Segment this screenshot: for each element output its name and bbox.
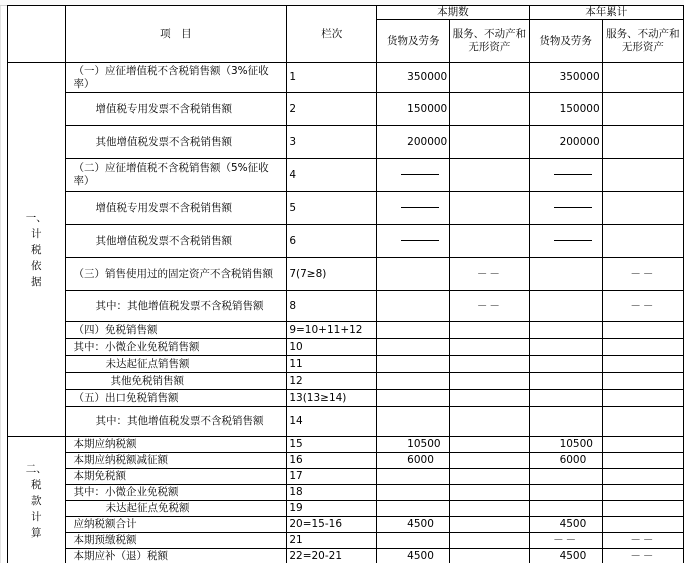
row-code: 3: [287, 126, 377, 159]
header-row-1: [8, 6, 684, 20]
services-header: 服务、不动产和无形资产: [450, 20, 529, 63]
cell-ytd-services[interactable]: －－: [602, 258, 683, 291]
row-label: （五）出口免税销售额: [65, 390, 287, 407]
not-applicable-line: [401, 240, 439, 241]
row-label: （一）应征增值税不含税销售额（3%征收率）: [65, 63, 287, 93]
row-label: 本期应纳税额: [65, 437, 287, 453]
cell-ytd-goods[interactable]: 4500: [529, 517, 602, 533]
table-row: [8, 291, 684, 322]
cell-ytd-services[interactable]: －－: [602, 291, 683, 322]
cell-services[interactable]: [450, 549, 529, 563]
cell-services[interactable]: [450, 469, 529, 485]
cell-ytd-services[interactable]: [602, 437, 683, 453]
row-code: 7(7≥8): [287, 258, 377, 291]
cell-services[interactable]: [450, 225, 529, 258]
cell-goods[interactable]: [377, 356, 450, 373]
table-row: [8, 93, 684, 126]
cell-ytd-services[interactable]: [602, 501, 683, 517]
row-code: 9=10+11+12: [287, 322, 377, 339]
row-code: 11: [287, 356, 377, 373]
row-label: 未达起征点销售额: [65, 356, 287, 373]
cell-goods[interactable]: 4500: [377, 517, 450, 533]
cell-goods[interactable]: [377, 373, 450, 390]
row-label: 其中：小微企业免税销售额: [65, 339, 287, 356]
row-code: 16: [287, 453, 377, 469]
cell-services[interactable]: [450, 356, 529, 373]
row-label: 增值税专用发票不含税销售额: [65, 192, 287, 225]
cell-ytd-goods[interactable]: [529, 501, 602, 517]
table-row: [8, 258, 684, 291]
table-row: [8, 322, 684, 339]
cell-ytd-goods[interactable]: [529, 258, 602, 291]
cell-ytd-services[interactable]: [602, 322, 683, 339]
cell-goods[interactable]: [377, 322, 450, 339]
cell-ytd-services[interactable]: [602, 469, 683, 485]
cell-goods[interactable]: [377, 291, 450, 322]
cell-goods[interactable]: [377, 258, 450, 291]
line-header: 栏次: [287, 6, 377, 63]
cell-ytd-goods[interactable]: [529, 356, 602, 373]
row-label: （四）免税销售额: [65, 322, 287, 339]
table-row: [8, 192, 684, 225]
row-code: 8: [287, 291, 377, 322]
cell-services[interactable]: [450, 63, 529, 93]
cell-services[interactable]: [450, 159, 529, 192]
table-row: [8, 63, 684, 93]
row-label: 本期免税额: [65, 469, 287, 485]
row-code: 22=20-21: [287, 549, 377, 563]
cell-services[interactable]: －－: [450, 258, 529, 291]
cell-goods[interactable]: [377, 407, 450, 437]
cell-goods[interactable]: [377, 533, 450, 549]
cell-ytd-goods[interactable]: 4500: [529, 549, 602, 563]
cell-ytd-goods[interactable]: [529, 373, 602, 390]
table-row: [8, 159, 684, 192]
ytd-goods-header: 货物及劳务: [529, 20, 602, 63]
row-label: 其中：其他增值税发票不含税销售额: [65, 407, 287, 437]
cell-ytd-services[interactable]: [602, 356, 683, 373]
row-code: 17: [287, 469, 377, 485]
cell-ytd-services[interactable]: －－: [602, 533, 683, 549]
cell-ytd-goods[interactable]: [529, 322, 602, 339]
cell-ytd-goods[interactable]: [529, 339, 602, 356]
ytd-header: 本年累计: [529, 6, 683, 20]
cell-goods[interactable]: [377, 390, 450, 407]
cell-services[interactable]: [450, 322, 529, 339]
row-label: （二）应征增值税不含税销售额（5%征收率）: [65, 159, 287, 192]
cell-ytd-goods[interactable]: 150000: [529, 93, 602, 126]
table-row: [8, 407, 684, 437]
table-row: [8, 501, 684, 517]
row-label: 其他免税销售额: [65, 373, 287, 390]
row-code: 20=15-16: [287, 517, 377, 533]
cell-ytd-goods[interactable]: [529, 291, 602, 322]
row-label: 未达起征点免税额: [65, 501, 287, 517]
cell-ytd-services[interactable]: [602, 192, 683, 225]
not-applicable-line: [554, 207, 592, 208]
row-code: 10: [287, 339, 377, 356]
cell-services[interactable]: [450, 373, 529, 390]
group-label-basis: 一、 计 税 依 据: [8, 63, 66, 437]
cell-ytd-services[interactable]: [602, 407, 683, 437]
group-label-calc: 二、 税 款 计 算: [8, 437, 66, 563]
row-label: 增值税专用发票不含税销售额: [65, 93, 287, 126]
table-row: [8, 225, 684, 258]
cell-services[interactable]: [450, 390, 529, 407]
cell-ytd-services[interactable]: －－: [602, 549, 683, 563]
cell-ytd-goods[interactable]: 6000: [529, 453, 602, 469]
cell-ytd-goods[interactable]: [529, 485, 602, 501]
row-code: 6: [287, 225, 377, 258]
cell-ytd-goods[interactable]: 350000: [529, 63, 602, 93]
cell-ytd-services[interactable]: [602, 517, 683, 533]
table-row: [8, 517, 684, 533]
not-applicable-line: [554, 174, 592, 175]
table-row: [8, 356, 684, 373]
table-row: [8, 373, 684, 390]
item-header: 项 目: [65, 6, 287, 63]
cell-services[interactable]: [450, 517, 529, 533]
cell-services[interactable]: [450, 533, 529, 549]
cell-ytd-services[interactable]: [602, 339, 683, 356]
cell-goods[interactable]: 4500: [377, 549, 450, 563]
row-label: 本期预缴税额: [65, 533, 287, 549]
cell-ytd-goods[interactable]: [529, 390, 602, 407]
cell-ytd-goods[interactable]: [529, 192, 602, 225]
not-applicable-line: [554, 240, 592, 241]
row-code: 19: [287, 501, 377, 517]
cell-goods[interactable]: 6000: [377, 453, 450, 469]
cell-goods[interactable]: [377, 159, 450, 192]
row-code: 21: [287, 533, 377, 549]
table-row: [8, 469, 684, 485]
cell-goods[interactable]: 150000: [377, 93, 450, 126]
cell-services[interactable]: [450, 339, 529, 356]
cell-goods[interactable]: [377, 192, 450, 225]
vat-return-table: [7, 5, 684, 563]
cell-services[interactable]: [450, 453, 529, 469]
cell-ytd-services[interactable]: [602, 373, 683, 390]
cell-ytd-goods[interactable]: [529, 407, 602, 437]
cell-goods[interactable]: [377, 501, 450, 517]
cell-ytd-goods[interactable]: [529, 469, 602, 485]
table-row: [8, 437, 684, 453]
row-code: 18: [287, 485, 377, 501]
row-label: 应纳税额合计: [65, 517, 287, 533]
row-code: 14: [287, 407, 377, 437]
row-label: 其他增值税发票不含税销售额: [65, 126, 287, 159]
table-row: [8, 126, 684, 159]
cell-ytd-services[interactable]: [602, 93, 683, 126]
row-code: 1: [287, 63, 377, 93]
table-row: [8, 533, 684, 549]
current-period-header: 本期数: [377, 6, 529, 20]
table-row: [8, 390, 684, 407]
cell-services[interactable]: [450, 192, 529, 225]
cell-goods[interactable]: 200000: [377, 126, 450, 159]
not-applicable-line: [401, 174, 439, 175]
table-row: [8, 549, 684, 563]
cell-ytd-goods[interactable]: 10500: [529, 437, 602, 453]
cell-goods[interactable]: [377, 339, 450, 356]
cell-ytd-services[interactable]: [602, 485, 683, 501]
cell-goods[interactable]: [377, 469, 450, 485]
cell-services[interactable]: －－: [450, 291, 529, 322]
row-label: 本期应补（退）税额: [65, 549, 287, 563]
row-label: 其中：其他增值税发票不含税销售额: [65, 291, 287, 322]
cell-services[interactable]: [450, 485, 529, 501]
row-code: 4: [287, 159, 377, 192]
cell-ytd-goods[interactable]: [529, 225, 602, 258]
not-applicable-line: [401, 207, 439, 208]
cell-ytd-services[interactable]: [602, 453, 683, 469]
row-label: 其他增值税发票不含税销售额: [65, 225, 287, 258]
cell-ytd-services[interactable]: [602, 126, 683, 159]
cell-ytd-goods[interactable]: －－: [529, 533, 602, 549]
cell-services[interactable]: [450, 407, 529, 437]
row-label: （三）销售使用过的固定资产不含税销售额: [65, 258, 287, 291]
ytd-services-header: 服务、不动产和无形资产: [602, 20, 683, 63]
cell-ytd-services[interactable]: [602, 159, 683, 192]
cell-ytd-services[interactable]: [602, 63, 683, 93]
table-row: [8, 453, 684, 469]
cell-services[interactable]: [450, 93, 529, 126]
cell-goods[interactable]: 350000: [377, 63, 450, 93]
cell-goods[interactable]: 10500: [377, 437, 450, 453]
table-row: [8, 339, 684, 356]
cell-services[interactable]: [450, 437, 529, 453]
cell-goods[interactable]: [377, 225, 450, 258]
row-code: 2: [287, 93, 377, 126]
cell-ytd-services[interactable]: [602, 390, 683, 407]
cell-services[interactable]: [450, 501, 529, 517]
cell-ytd-goods[interactable]: [529, 159, 602, 192]
group-header-blank: [8, 6, 66, 63]
row-code: 15: [287, 437, 377, 453]
row-code: 13(13≥14): [287, 390, 377, 407]
cell-goods[interactable]: [377, 485, 450, 501]
row-label: 其中：小微企业免税额: [65, 485, 287, 501]
table-row: [8, 485, 684, 501]
row-label: 本期应纳税额减征额: [65, 453, 287, 469]
cell-services[interactable]: [450, 126, 529, 159]
row-code: 5: [287, 192, 377, 225]
cell-ytd-goods[interactable]: 200000: [529, 126, 602, 159]
cell-ytd-services[interactable]: [602, 225, 683, 258]
goods-header: 货物及劳务: [377, 20, 450, 63]
row-code: 12: [287, 373, 377, 390]
